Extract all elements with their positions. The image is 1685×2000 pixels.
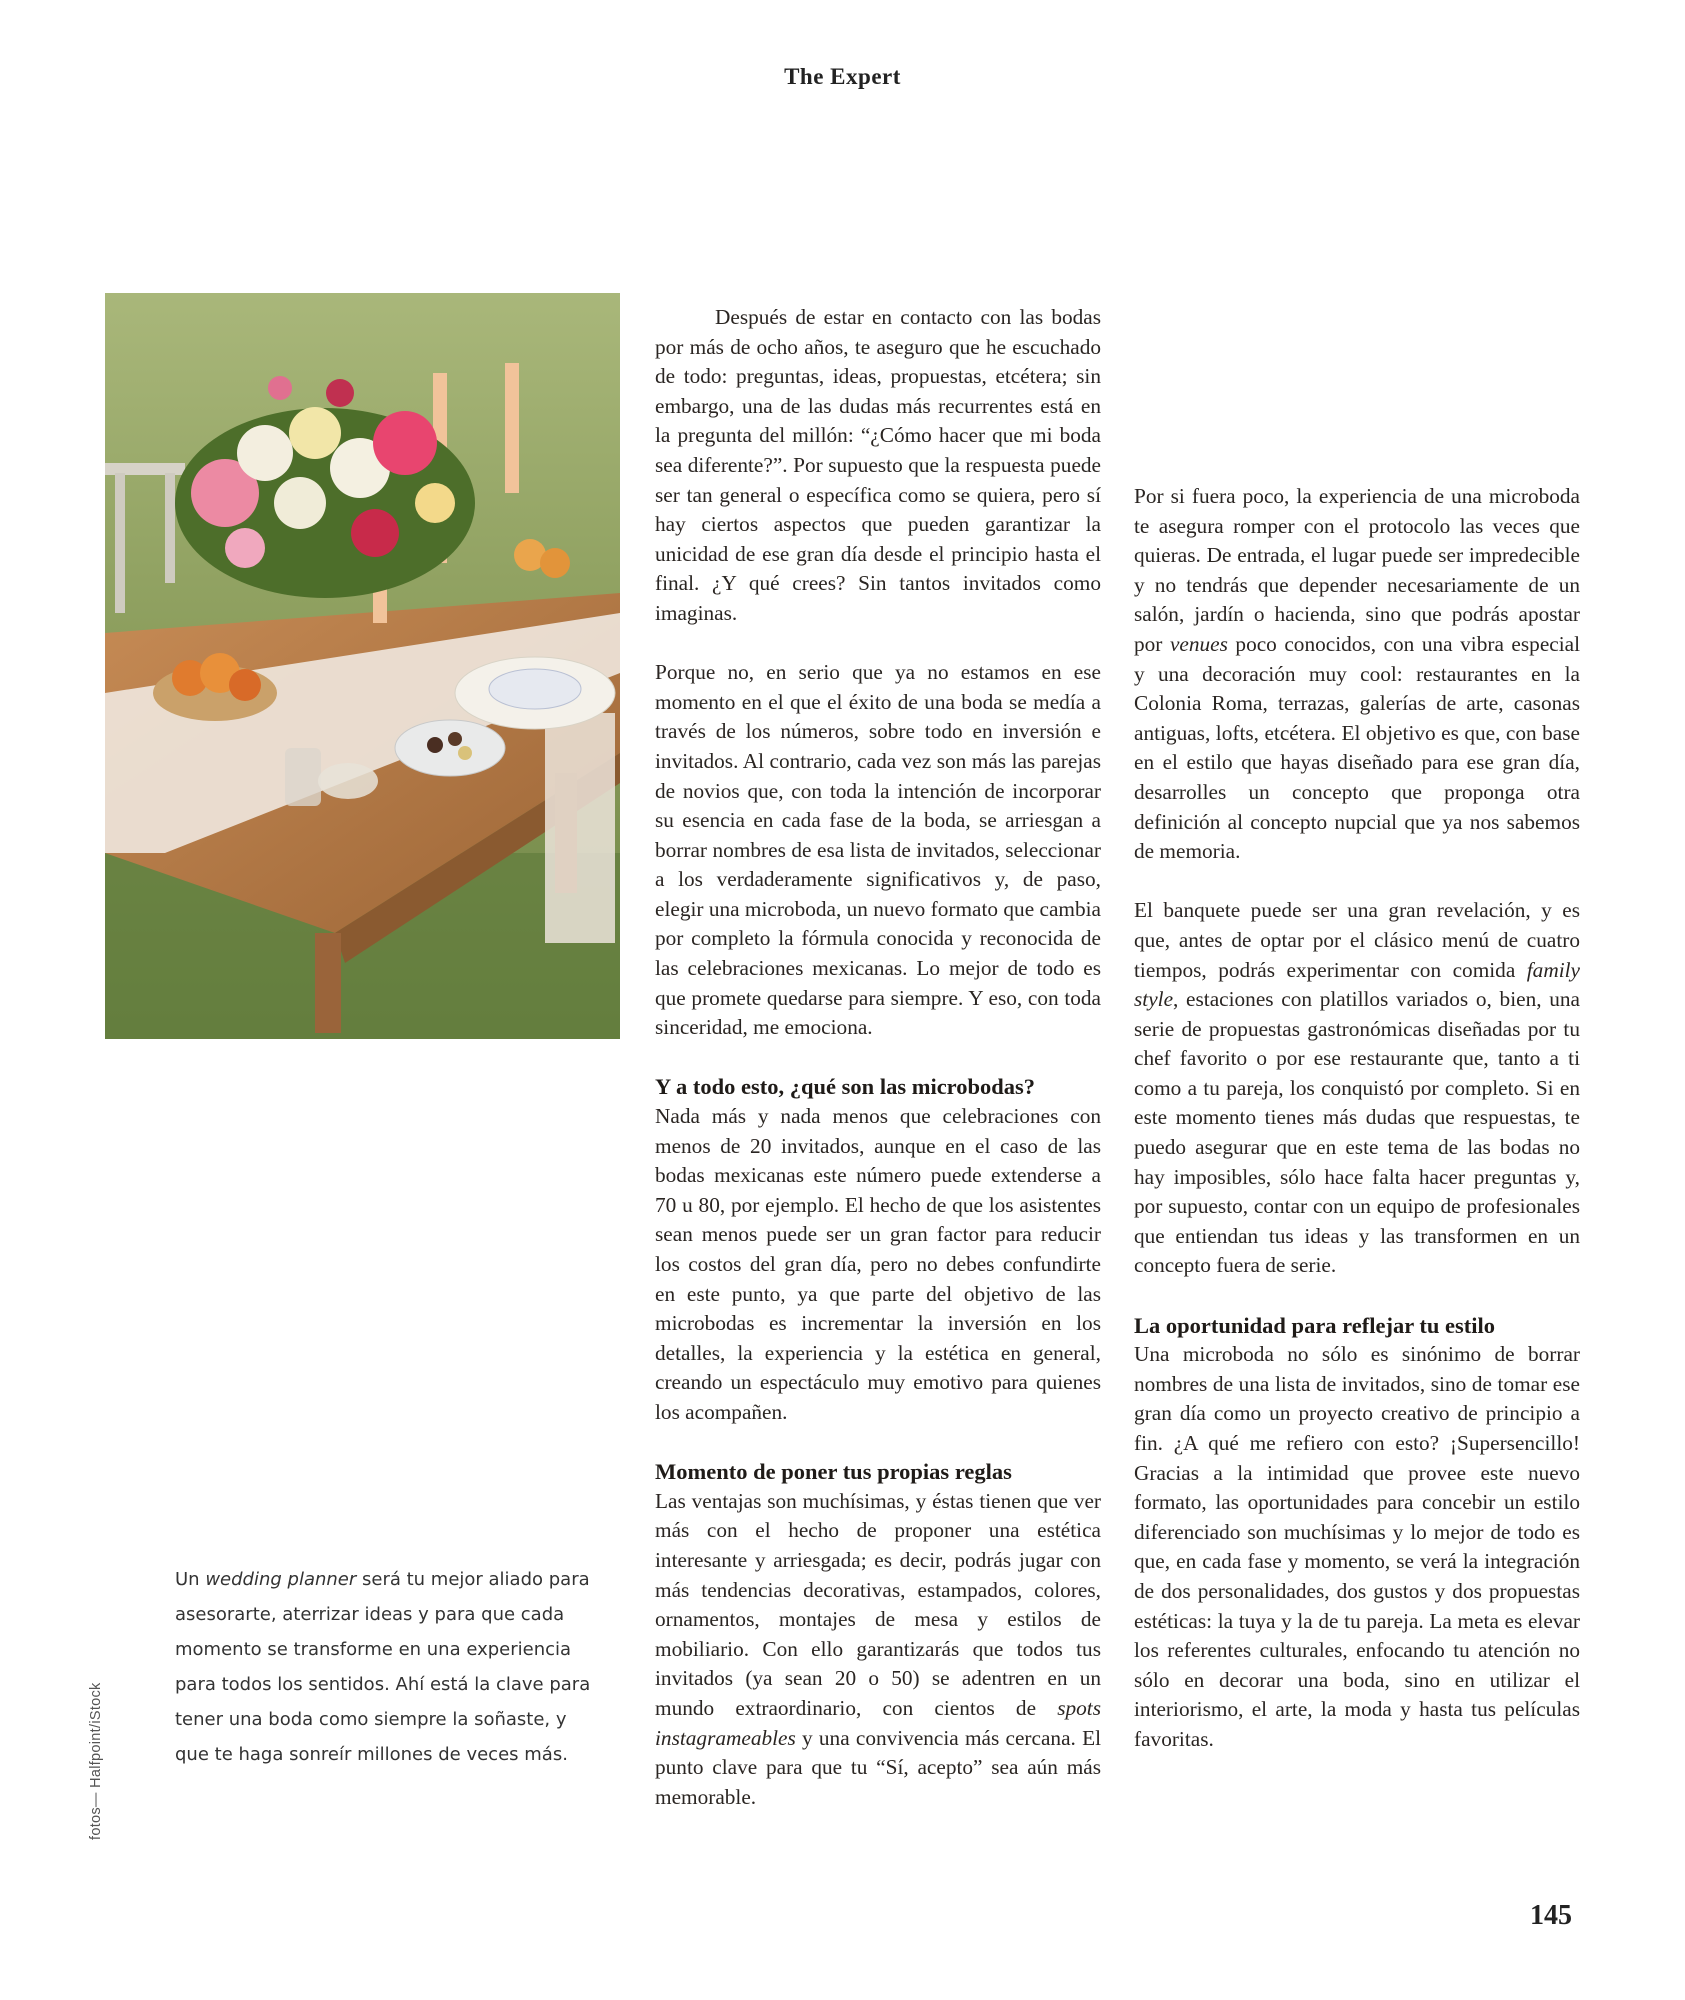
- wedding-table-photo: [105, 293, 620, 1039]
- caption-line: Un wedding planner será tu mejor aliado para: [175, 1569, 590, 1590]
- photo-credit: fotos— Halfpoint/iStock: [88, 1682, 104, 1840]
- subheading-estilo: La oportunidad para reflejar tu estilo: [1134, 1312, 1496, 1338]
- caption-line: para todos los sentidos. Ahí está la clave para: [175, 1674, 591, 1695]
- subheading-microbodas: Y a todo esto, ¿qué son las microbodas?: [655, 1074, 1036, 1100]
- page-number: 145: [1530, 1900, 1572, 1931]
- paragraph: Porque no, en serio que ya no estamos en ese momento en el que el éxito de una boda se medía a través de los números, sobre todo en inversión e invitados. Al contrario, cada vez son más las parejas de novios que, con toda la intención de incorporar su esencia en cada fase de la boda, se arriesgan a borrar nombres de esa lista de invitados, seleccionar a los verdaderamente significativos y, de paso, elegir una microboda, un nuevo formato que cambia por completo la fórmula conocida y reconocida de las celebraciones mexicanas. Lo mejor de todo es que promete quedarse para siempre. Y eso, con toda sinceridad, me emociona.: [655, 660, 1101, 1040]
- caption-line: asesorarte, aterrizar ideas y para que cada: [175, 1604, 565, 1625]
- photo-caption: [175, 1562, 625, 1772]
- paragraph: El banquete puede ser una gran revelación, y es que, antes de optar por el clásico menú de cuatro tiempos, podrás experimentar con comida family style, estaciones con platillos variados o, bien, una serie de propuestas gastronómicas diseñadas por tu chef favorito o por ese restaurante que, tanto a ti como a tu pareja, los conquistó por completo. Si en este momento tienes más dudas que respuestas, te puedo asegurar que en este tema de las bodas no hay imposibles, sólo hace falta hacer preguntas y, por supuesto, contar con un equipo de profesionales que entiendan tus ideas y las transformen en un concepto fuera de serie.: [1134, 898, 1580, 1278]
- article-column-right: [1134, 482, 1580, 1784]
- caption-line: tener una boda como siempre la soñaste, y: [175, 1709, 567, 1730]
- caption-line: que te haga sonreír millones de veces más.: [175, 1744, 568, 1765]
- caption-line: momento se transforme en una experiencia: [175, 1639, 572, 1660]
- subheading-reglas: Momento de poner tus propias reglas: [655, 1459, 1012, 1485]
- paragraph: Una microboda no sólo es sinónimo de borrar nombres de una lista de invitados, sino de tomar ese gran día como un proyecto creativo de principio a fin. ¿A qué me refiero con esto? ¡Supersencillo! Gracias a la intimidad que provee este nuevo formato, las oportunidades para concebir un estilo diferenciado son muchísimas y lo mejor de todo es que, en cada fase y momento, se verá la integración de dos personalidades, dos gustos y dos propuestas estéticas: la tuya y la de tu pareja. La meta es elevar los referentes culturales, enfocando tu atención no sólo en decorar una boda, sino en utilizar el interiorismo, el arte, la moda y hasta tus películas favoritas.: [1134, 1342, 1580, 1751]
- paragraph: Por si fuera poco, la experiencia de una microboda te asegura romper con el protocolo las veces que quieras. De entrada, el lugar puede ser impredecible y no tendrás que depender necesariamente de un salón, jardín o hacienda, sino que podrás apostar por venues poco conocidos, con una vibra especial y una decoración muy cool: restaurantes en la Colonia Roma, terrazas, galerías de arte, casonas antiguas, lofts, etcétera. El objetivo es que, con base en el estilo que hayas diseñado para ese gran día, desarrolles un concepto que proponga otra definición al concepto nupcial que ya nos sabemos de memoria.: [1134, 484, 1581, 864]
- article-column-middle: [655, 303, 1101, 1842]
- paragraph: Nada más y nada menos que celebraciones con menos de 20 invitados, aunque en el caso de las bodas mexicanas este número puede extenderse a 70 u 80, por ejemplo. El hecho de que los asistentes sean menos puede ser un gran factor para reducir los costos del gran día, pero no debes confundirte en este punto, ya que parte del objetivo de las microbodas es incrementar la inversión en los detalles, la experiencia y la estética en general, creando un espectáculo muy emotivo para quienes los acompañen.: [655, 1104, 1101, 1424]
- paragraph: Las ventajas son muchísimas, y éstas tienen que ver más con el hecho de proponer una estética interesante y arriesgada; es decir, podrás jugar con más tendencias decorativas, estampados, colores, ornamentos, montajes de mesa y estilos de mobiliario. Con ello garantizarás que todos tus invitados (ya sean 20 o 50) se adentren en un mundo extraordinario, con cientos de spots instagrameables y una convivencia más cercana. El punto clave para que tu “Sí, acepto” sea aún más memorable.: [655, 1488, 1101, 1809]
- paragraph-intro: Después de estar en contacto con las bodas por más de ocho años, te aseguro que he escuchado de todo: preguntas, ideas, propuestas, etcétera; sin embargo, una de las dudas más recurrentes está en la pregunta del millón: “¿Cómo hacer que mi boda sea diferente?”. Por supuesto que la respuesta puede ser tan general o específica como se quiera, pero sí hay ciertos aspectos que pueden garantizar la unicidad de ese gran día desde el principio hasta el final. ¿Y qué crees? Sin tantos invitados como imaginas.: [655, 305, 1101, 625]
- section-label: The Expert: [784, 64, 901, 89]
